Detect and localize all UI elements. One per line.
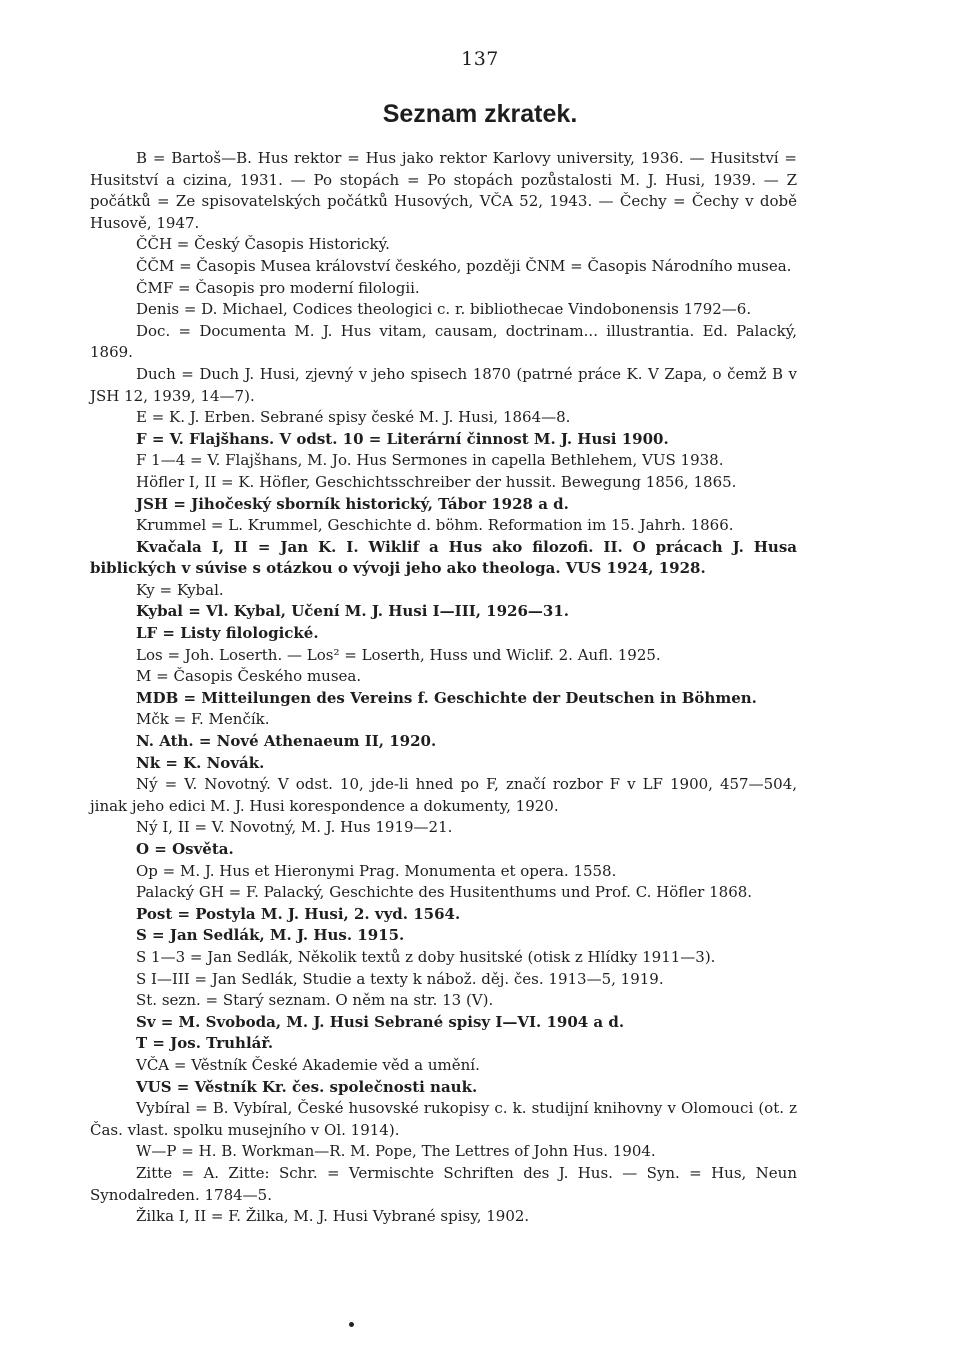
abbreviation-entry: F = V. Flajšhans. V odst. 10 = Literární činnost M. J. Husi 1900. — [136, 429, 669, 448]
abbreviation-entry: Ný I, II = V. Novotný, M. J. Hus 1919—21. — [136, 818, 453, 837]
abbreviation-entry: Duch = Duch J. Husi, zjevný v jeho spisech 1870 (patrné práce K. V Zapa, o čemž B v JSH 12, 1939, 14—7). — [90, 364, 797, 405]
abbreviation-entry: Höfler I, II = K. Höfler, Geschichtsschreiber der hussit. Bewegung 1856, 1865. — [136, 472, 737, 491]
abbreviation-entry: Mčk = F. Menčík. — [136, 710, 270, 729]
abbreviation-entry: ČČM = Časopis Musea království českého, později ČNM = Časopis Národního musea. — [136, 256, 792, 275]
abbreviation-entry: Denis = D. Michael, Codices theologici c. r. bibliothecae Vindobonensis 1792—6. — [136, 300, 752, 319]
abbreviation-entry: ČČH = Český Časopis Historický. — [136, 235, 390, 254]
abbreviation-entry: Nk = K. Novák. — [136, 753, 265, 772]
abbreviation-entry: W—P = H. B. Workman—R. M. Pope, The Lettres of John Hus. 1904. — [136, 1142, 656, 1161]
page-title: Seznam zkratek. — [382, 100, 578, 128]
abbreviation-entry: Sv = M. Svoboda, M. J. Husi Sebrané spisy I—VI. 1904 a d. — [136, 1012, 625, 1031]
abbreviation-entry: Kybal = Vl. Kybal, Učení M. J. Husi I—III, 1926—31. — [136, 602, 570, 621]
abbreviation-entry: Post = Postyla M. J. Husi, 2. vyd. 1564. — [136, 904, 461, 923]
page-number: 137 — [461, 48, 499, 70]
stray-dot — [349, 1322, 354, 1327]
abbreviation-entry: Žilka I, II = F. Žilka, M. J. Husi Vybrané spisy, 1902. — [136, 1207, 530, 1226]
abbreviation-entry: Doc. = Documenta M. J. Hus vitam, causam, doctrinam... illustrantia. Ed. Palacký, 1869. — [90, 321, 797, 362]
abbreviation-entry: O = Osvěta. — [136, 840, 234, 858]
abbreviation-entry: T = Jos. Truhlář. — [136, 1034, 274, 1053]
abbreviation-entry: S = Jan Sedlák, M. J. Hus. 1915. — [136, 926, 405, 945]
abbreviation-entry: Vybíral = B. Vybíral, České husovské rukopisy c. k. studijní knihovny v Olomouci (ot. z Čas. vlast. spolku musejního v Ol. 1914). — [90, 1099, 797, 1139]
abbreviation-entry: VUS = Věstník Kr. čes. společnosti nauk. — [136, 1077, 478, 1096]
abbreviation-entry: Palacký GH = F. Palacký, Geschichte des Husitenthums und Prof. C. Höfler 1868. — [136, 883, 753, 902]
abbreviation-entry: JSH = Jihočeský sborník historický, Tábor 1928 a d. — [136, 494, 569, 513]
abbreviation-entry: MDB = Mitteilungen des Vereins f. Geschichte der Deutschen in Böhmen. — [136, 688, 757, 707]
abbreviation-entry: Ky = Kybal. — [136, 580, 224, 599]
abbreviation-entry: M = Časopis Českého musea. — [136, 667, 362, 686]
abbreviation-list — [90, 148, 797, 1228]
abbreviation-entry: VČA = Věstník České Akademie věd a umění. — [136, 1055, 480, 1074]
abbreviation-entry: Zitte = A. Zitte: Schr. = Vermischte Schriften des J. Hus. — Syn. = Hus, Neun Synodalreden. 1784—5. — [90, 1163, 797, 1204]
abbreviation-entry: Ný = V. Novotný. V odst. 10, jde-li hned po F, značí rozbor F v LF 1900, 457—504, jinak jeho edici M. J. Husi korespondence a dokumenty, 1920. — [90, 775, 797, 815]
abbreviation-entry: Op = M. J. Hus et Hieronymi Prag. Monumenta et opera. 1558. — [136, 861, 617, 880]
abbreviation-entry: S 1—3 = Jan Sedlák, Několik textů z doby husitské (otisk z Hlídky 1911—3). — [136, 947, 716, 966]
abbreviation-entry: ČMF = Časopis pro moderní filologii. — [136, 278, 420, 297]
abbreviation-entry: F 1—4 = V. Flajšhans, M. Jo. Hus Sermones in capella Bethlehem, VUS 1938. — [136, 451, 724, 470]
abbreviation-entry: E = K. J. Erben. Sebrané spisy české M. J. Husi, 1864—8. — [136, 408, 571, 427]
abbreviation-entry: S I—III = Jan Sedlák, Studie a texty k nábož. děj. čes. 1913—5, 1919. — [136, 969, 664, 988]
abbreviation-entry: Los = Joh. Loserth. — Los² = Loserth, Huss und Wiclif. 2. Aufl. 1925. — [136, 645, 661, 664]
abbreviation-entry: Kvačala I, II = Jan K. I. Wiklif a Hus ako filozofi. II. O prácach J. Husa biblických v súvise s otázkou o vývoji jeho ako theologa. VUS 1924, 1928. — [90, 537, 797, 578]
abbreviation-entry: B = Bartoš—B. Hus rektor = Hus jako rektor Karlovy university, 1936. — Husitství = Husitství a cizina, 1931. — Po stopách = Po stopách pozůstalosti M. J. Husi, 1939. — Z počátků = Ze spisovatelských počátků Husových, VČA 52, 1943. — Čechy = Čechy v době Husově, 1947. — [90, 149, 797, 232]
abbreviation-entry: Krummel = L. Krummel, Geschichte d. böhm. Reformation im 15. Jahrh. 1866. — [136, 516, 734, 535]
abbreviation-entry: St. sezn. = Starý seznam. O něm na str. 13 (V). — [136, 991, 494, 1010]
abbreviation-entry: N. Ath. = Nové Athenaeum II, 1920. — [136, 732, 437, 751]
abbreviation-entry: LF = Listy filologické. — [136, 624, 319, 643]
